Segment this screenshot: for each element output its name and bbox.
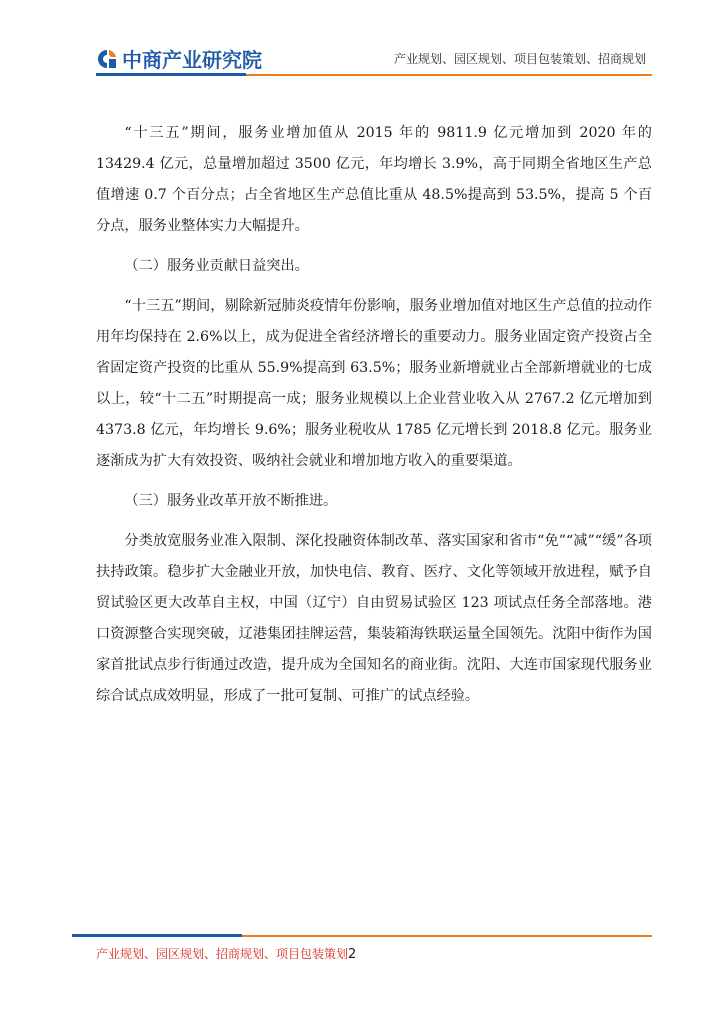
page-header [0, 0, 724, 80]
footer-tagline: 产业规划、园区规划、招商规划、项目包装策划 [96, 947, 349, 961]
header-divider-blue [96, 73, 246, 76]
footer-divider-blue [72, 934, 242, 937]
document-body [96, 118, 652, 721]
section-heading: （三）服务业改革开放不断推进。 [124, 493, 338, 509]
footer-divider-orange [242, 935, 652, 937]
page-number: 2 [348, 947, 357, 962]
body-paragraph: “十三五”期间，剔除新冠肺炎疫情年份影响，服务业增加值对地区生产总值的拉动作用年均保持在 2.6%以上，成为促进全省经济增长的重要动力。服务业固定资产投资占全省固定资产投资的比重从 55.9%提高到 63.5%；服务业新增就业占全部新增就业的七成以上，较“十二五”时期提高一成；服务业规模以上企业营业收入从 2767.2 亿元增加到 4373.8 亿元，年均增长 9.6%；服务业税收从 1785 亿元增长到 2018.8 亿元。服务业逐渐成为扩大有效投资、吸纳社会就业和增加地方收入的重要渠道。 [96, 298, 652, 469]
company-logo-icon [96, 48, 118, 70]
body-paragraph: 分类放宽服务业准入限制、深化投融资体制改革、落实国家和省市“免”“减”“缓”各项扶持政策。稳步扩大金融业开放，加快电信、教育、医疗、文化等领域开放进程，赋予自贸试验区更大改革自主权，中国（辽宁）自由贸易试验区 123 项试点任务全部落地。港口资源整合实现突破，辽港集团挂牌运营，集装箱海铁联运量全国领先。沈阳中街作为国家首批试点步行街通过改造，提升成为全国知名的商业街。沈阳、大连市国家现代服务业综合试点成效明显，形成了一批可复制、可推广的试点经验。 [96, 533, 652, 704]
body-paragraph: “十三五”期间，服务业增加值从 2015 年的 9811.9 亿元增加到 2020 年的 13429.4 亿元，总量增加超过 3500 亿元，年均增长 3.9%，高于同期全省地区生产总值增速 0.7 个百分点；占全省地区生产总值比重从 48.5%提高到 53.5%，提高 5 个百分点，服务业整体实力大幅提升。 [96, 125, 652, 234]
section-heading: （二）服务业贡献日益突出。 [124, 258, 309, 274]
header-tagline: 产业规划、园区规划、项目包装策划、招商规划 [393, 52, 646, 66]
page-footer [96, 945, 356, 962]
company-logo-text: 中商产业研究院 [122, 48, 262, 72]
header-divider-orange [246, 74, 652, 76]
company-logo [96, 44, 262, 73]
